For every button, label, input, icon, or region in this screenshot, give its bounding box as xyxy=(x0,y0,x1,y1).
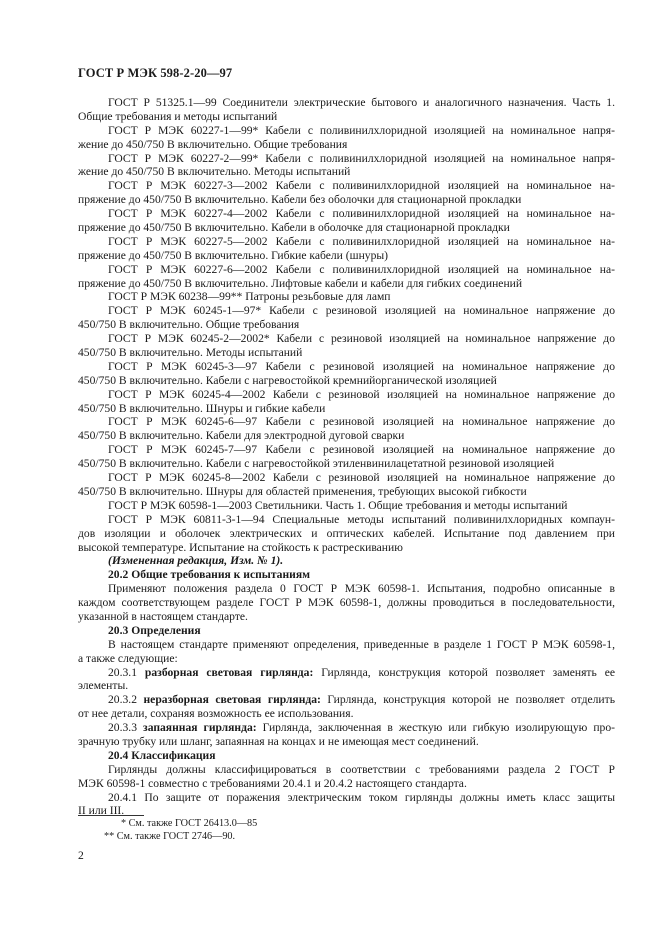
page-number: 2 xyxy=(78,849,84,862)
standard-reference: ГОСТ Р МЭК 60245-2—2002* Кабели с резиновой изоляцией на номинальное напряжение до xyxy=(108,332,615,346)
standard-reference: ГОСТ Р МЭК 60245-8—2002 Кабели с резиновой изоляцией на номинальное напряжение до xyxy=(108,471,615,485)
paragraph-line: МЭК 60598-1 совместно с требованиями 20.4.1 и 20.4.2 настоящего стандарта. xyxy=(78,776,467,790)
standard-reference: 450/750 В включительно. Шнуры для областей применения, требующих высокой гибкости xyxy=(78,484,527,498)
standard-reference: 450/750 В включительно. Общие требования xyxy=(78,318,300,332)
standard-reference: жение до 450/750 В включительно. Общие требования xyxy=(78,137,348,151)
paragraph-line: II или III. xyxy=(78,804,125,818)
definition-line: зрачную трубку или шланг, запаянная на концах и не имеющая мест соединений. xyxy=(78,734,479,748)
page-header: ГОСТ Р МЭК 598-2-20—97 xyxy=(78,66,233,80)
standard-reference: 450/750 В включительно. Кабели с нагревостойкой кремнийорганической изоляцией xyxy=(78,373,497,387)
standard-reference: ГОСТ Р МЭК 60227-2—99* Кабели с поливинилхлоридной изоляцией на номинальное напря- xyxy=(108,151,615,165)
standard-reference: Общие требования и методы испытаний xyxy=(78,109,278,123)
footnote-separator xyxy=(78,815,144,816)
paragraph-line: Применяют положения раздела 0 ГОСТ Р МЭК 60598-1. Испытания, подробно описанные в xyxy=(108,582,615,596)
paragraph-line: Гирлянды должны классифицироваться в соответствии с требованиями раздела 2 ГОСТ Р xyxy=(108,762,615,776)
footnote-1: * См. также ГОСТ 26413.0—85 xyxy=(121,818,258,829)
paragraph-line: 20.4.1 По защите от поражения электрическим током гирлянды должны иметь класс защиты xyxy=(108,790,615,804)
standard-reference: ГОСТ Р МЭК 60227-4—2002 Кабели с поливинилхлоридной изоляцией на номинальное на- xyxy=(108,207,615,221)
footnote-2: ** См. также ГОСТ 2746—90. xyxy=(104,831,236,842)
standard-reference: дов изоляции и оболочек электрических и оптических кабелей. Испытание под давлением при xyxy=(78,526,615,540)
section-heading: 20.4 Классификация xyxy=(108,748,216,762)
definition xyxy=(78,666,615,680)
definition-line: от нее детали, сохраняя возможность ее использования. xyxy=(78,707,354,721)
standard-reference: ГОСТ Р МЭК 60598-1—2003 Светильники. Часть 1. Общие требования и методы испытаний xyxy=(108,498,568,512)
standard-reference: 450/750 В включительно. Кабели с нагревостойкой этиленвинилацетатной резиновой изоляцией xyxy=(78,457,555,471)
paragraph-line: В настоящем стандарте применяют определения, приведенные в разделе 1 ГОСТ Р МЭК 60598-1, xyxy=(108,637,615,651)
standard-reference: пряжение до 450/750 В включительно. Кабели без оболочки для стационарной прокладки xyxy=(78,193,522,207)
standard-reference: ГОСТ Р МЭК 60245-1—97* Кабели с резиновой изоляцией на номинальное напряжение до xyxy=(108,304,615,318)
standard-reference: 450/750 В включительно. Кабели для электродной дуговой сварки xyxy=(78,429,405,443)
standard-reference: пряжение до 450/750 В включительно. Кабели в оболочке для стационарной прокладки xyxy=(78,221,510,235)
section-heading: 20.3 Определения xyxy=(108,623,201,637)
paragraph-line: каждом соответствующем разделе ГОСТ Р МЭК 60598-1, должны проводиться в последовательности, xyxy=(78,596,615,610)
definition xyxy=(78,693,615,707)
paragraph-line: указанной в настоящем стандарте. xyxy=(78,609,248,623)
standard-reference: ГОСТ Р МЭК 60245-6—97 Кабели с резиновой изоляцией на номинальное напряжение до xyxy=(108,415,615,429)
paragraph-line: а также следующие: xyxy=(78,651,178,665)
standard-reference: ГОСТ Р МЭК 60811-3-1—94 Специальные методы испытаний поливинилхлоридных компаун- xyxy=(108,512,615,526)
standard-reference: ГОСТ Р МЭК 60238—99** Патроны резьбовые для ламп xyxy=(108,290,391,304)
standard-reference: ГОСТ Р МЭК 60227-3—2002 Кабели с поливинилхлоридной изоляцией на номинальное на- xyxy=(108,179,615,193)
definition-term: неразборная световая гирлянда: xyxy=(143,693,321,707)
standard-reference: ГОСТ Р 51325.1—99 Соединители электрические бытового и аналогичного назначения. Часть 1. xyxy=(108,96,615,109)
definition-num: 20.3.2 xyxy=(108,693,144,707)
standard-reference: ГОСТ Р МЭК 60227-5—2002 Кабели с поливинилхлоридной изоляцией на номинальное на- xyxy=(108,234,615,248)
definition-line: элементы. xyxy=(78,679,129,693)
standard-reference: ГОСТ Р МЭК 60245-3—97 Кабели с резиновой изоляцией на номинальное напряжение до xyxy=(108,359,615,373)
standard-reference: пряжение до 450/750 В включительно. Гибкие кабели (шнуры) xyxy=(78,248,389,262)
definition-num: 20.3.1 xyxy=(108,665,145,679)
definition-num: 20.3.3 xyxy=(108,721,144,735)
definition-first: Гирлянда, конструкция которой не позволяет отделить xyxy=(320,693,615,707)
definition-first: Гирлянда, заключенная в жесткую или гибкую изолирующую про- xyxy=(256,721,615,735)
standard-reference: ГОСТ Р МЭК 60227-1—99* Кабели с поливинилхлоридной изоляцией на номинальное напря- xyxy=(108,123,615,137)
standard-reference: жение до 450/750 В включительно. Методы испытаний xyxy=(78,165,351,179)
definition xyxy=(78,721,615,735)
section-heading: 20.2 Общие требования к испытаниям xyxy=(108,568,310,582)
definition-first: Гирлянда, конструкция которой позволяет заменять ее xyxy=(313,665,615,679)
standard-reference: высокой температуре. Испытание на стойкость к растрескиванию xyxy=(78,540,403,554)
definition-term: запаянная гирлянда: xyxy=(143,721,257,735)
standard-reference: 450/750 В включительно. Методы испытаний xyxy=(78,346,303,360)
standard-reference: ГОСТ Р МЭК 60245-7—97 Кабели с резиновой изоляцией на номинальное напряжение до xyxy=(108,443,615,457)
document-body xyxy=(78,96,615,818)
standard-reference: 450/750 В включительно. Шнуры и гибкие кабели xyxy=(78,401,326,415)
revision-note: (Измененная редакция, Изм. № 1). xyxy=(108,554,284,568)
standard-reference: пряжение до 450/750 В включительно. Лифтовые кабели и кабели для гибких соединений xyxy=(78,276,523,290)
standard-reference: ГОСТ Р МЭК 60227-6—2002 Кабели с поливинилхлоридной изоляцией на номинальное на- xyxy=(108,262,615,276)
standard-reference: ГОСТ Р МЭК 60245-4—2002 Кабели с резиновой изоляцией на номинальное напряжение до xyxy=(108,387,615,401)
definition-term: разборная световая гирлянда: xyxy=(144,665,314,679)
